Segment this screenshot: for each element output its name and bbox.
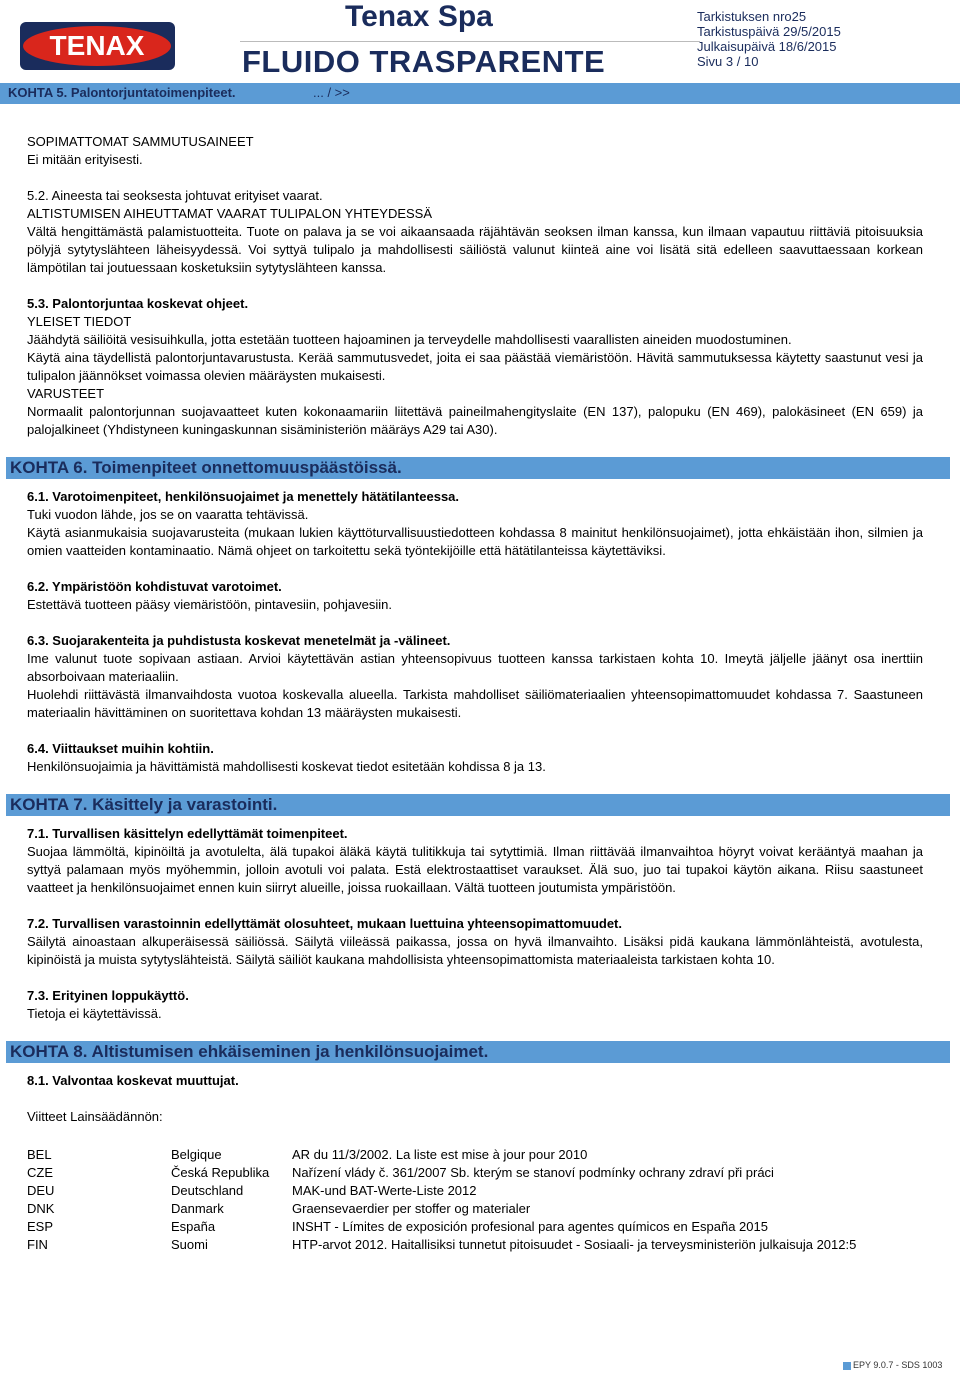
general-title: YLEISET TIEDOT (27, 314, 132, 329)
ref-code: FIN (27, 1237, 48, 1252)
s71-text: Suojaa lämmöltä, kipinöiltä ja avotulelta, älä tupakoi äläkä käytä tulitikkuja tai sytyttimiä. Ilman riittävää ilmanvaihtoa höyryt voivat kerääntyä maahan ja syttyä palamaan myös myöhemmin, jolloin avotuli voi palata. Estä elektrostaattiset varaukset. Älä suo, juo tai tupakoi käytön aikana. Riisu saastuneet vaatteet ja henkilönsuojaimet ennen kuin siirryt alueille, joissa ruokaillaan. Vältä tuotteen joutumista ympäristöön. (27, 844, 923, 895)
s62-title: 6.2. Ympäristöön kohdistuvat varotoimet. (27, 579, 282, 594)
product-name: FLUIDO TRASPARENTE (242, 44, 606, 79)
s63-title: 6.3. Suojarakenteita ja puhdistusta koskevat menetelmät ja -välineet. (27, 633, 451, 648)
breadcrumb-continuation: ... / >> (313, 85, 350, 100)
general-text-1: Jäähdytä säiliöitä vesisuihkulla, jotta estetään tuotteen hajoaminen ja terveydelle mahdollisesti vaarallisten aineiden muodostuminen. (27, 332, 792, 347)
table-row (27, 1146, 882, 1164)
s53-title: 5.3. Palontorjuntaa koskevat ohjeet. (27, 296, 249, 311)
refs-title: Viitteet Lainsäädännön: (27, 1109, 163, 1124)
ref-code: BEL (27, 1147, 52, 1162)
table-row (27, 1218, 882, 1236)
s71-title: 7.1. Turvallisen käsittelyn edellyttämät toimenpiteet. (27, 826, 348, 841)
ref-country: Suomi (171, 1237, 208, 1252)
ref-code: DEU (27, 1183, 55, 1198)
s62-text: Estettävä tuotteen pääsy viemäristöön, pintavesiin, pohjavesiin. (27, 597, 392, 612)
ref-text: Nařízení vlády č. 361/2007 Sb. kterým se stanoví podmínky ochrany zdraví při práci (292, 1165, 774, 1180)
ref-country: España (171, 1219, 216, 1234)
section-8-title: KOHTA 8. Altistumisen ehkäiseminen ja henkilönsuojaimet. (6, 1041, 950, 1063)
s52-title: 5.2. Aineesta tai seoksesta johtuvat erityiset vaarat. (27, 188, 323, 203)
s72-title: 7.2. Turvallisen varastoinnin edellyttämät olosuhteet, mukaan luettuina yhteensopimattomuudet. (27, 916, 622, 931)
ref-code: CZE (27, 1165, 53, 1180)
document-body (10, 133, 923, 1254)
section-7-title: KOHTA 7. Käsittely ja varastointi. (6, 794, 950, 816)
section-6-title: KOHTA 6. Toimenpiteet onnettomuuspäästöissä. (6, 457, 950, 479)
ref-country: Belgique (171, 1147, 222, 1162)
tenax-logo (20, 22, 175, 70)
equipment-text: Normaalit palontorjunnan suojavaatteet kuten kokonaamariin liitettävä paineilmahengityslaite (EN 137), palopuku (EN 469), palokäsineet (EN 659) ja palojalkineet (Yhdistyneen kuningaskunnan sisäministeriön määräys A29 tai A30). (27, 404, 923, 437)
ref-text: HTP-arvot 2012. Haitallisiksi tunnetut pitoisuudet - Sosiaali- ja terveysministeriön julkaisuja 2012:5 (292, 1237, 857, 1252)
unsuitable-text: Ei mitään erityisesti. (27, 152, 143, 167)
company-name: Tenax Spa (345, 0, 493, 33)
s52-text: Vältä hengittämästä palamistuotteita. Tuote on palava ja se voi aikaansaada räjähtävän seoksen ilman kanssa, kun ilmaan vapautuu riittäviä pitoisuuksia pölyjä sytytyslähteen läheisyydessä. Voi syttyä tulipalo ja mahdollisesti säiliöstä valunut kiinteä aine voi lisätä sitä edelleen saavuttaessaan korkean lämpötilan tai joutuessaan kosketuksiin sytytyslähteen kanssa. (27, 224, 923, 275)
publish-date: Julkaisupäivä 18/6/2015 (697, 39, 837, 54)
s73-title: 7.3. Erityinen loppukäyttö. (27, 988, 189, 1003)
s73-text: Tietoja ei käytettävissä. (27, 1006, 162, 1021)
ref-country: Deutschland (171, 1183, 244, 1198)
equipment-title: VARUSTEET (27, 386, 105, 401)
section-breadcrumb (0, 83, 960, 104)
logo-text: TENAX (49, 30, 145, 61)
table-row (27, 1164, 882, 1182)
s61-text-2: Käytä asianmukaisia suojavarusteita (mukaan lukien käyttöturvallisuustiedotteen kohdassa 8 mainitut henkilönsuojaimet), jotta ehkäistään ihon, silmien ja omien vaatteiden kontaminaatio. Nämä ohjeet on tarkoitettu sekä työntekijöille että hätätilanteissa käytettäviksi. (27, 525, 923, 558)
s64-text: Henkilönsuojaimia ja hävittämistä mahdollisesti koskevat tiedot esitetään kohdissa 8 ja 13. (27, 759, 546, 774)
ref-text: INSHT - Límites de exposición profesional para agentes químicos en España 2015 (292, 1219, 768, 1234)
s64-title: 6.4. Viittaukset muihin kohtiin. (27, 741, 214, 756)
ref-code: ESP (27, 1219, 54, 1234)
s63-text-1: Ime valunut tuote sopivaan astiaan. Arvioi käytettävän astian yhteensopivuus tuotteen kanssa tarkistaen kohta 10. Imeytä jäljelle jäänyt osa inerttiin absorboivaan materiaaliin. (27, 651, 923, 684)
document-meta (697, 9, 841, 69)
general-text-2: Käytä aina täydellistä palontorjuntavarustusta. Kerää sammutusvedet, joita ei saa päästää viemäristöön. Hävitä sammutuksessa käytetty saastunut vesi ja tulipalon jäännökset voimassa olevien määräysten mukaisesti. (27, 350, 923, 383)
legislation-table (27, 1146, 882, 1254)
table-row (27, 1236, 882, 1254)
ref-text: MAK-und BAT-Werte-Liste 2012 (292, 1183, 477, 1198)
ref-country: Česká Republika (171, 1165, 270, 1180)
footer-text: EPY 9.0.7 - SDS 1003 (853, 1360, 943, 1370)
epy-mark-icon (843, 1362, 851, 1370)
table-row (27, 1200, 882, 1218)
s81-title: 8.1. Valvontaa koskevat muuttujat. (27, 1073, 239, 1088)
unsuitable-title: SOPIMATTOMAT SAMMUTUSAINEET (27, 134, 254, 149)
ref-code: DNK (27, 1201, 55, 1216)
s52-subtitle: ALTISTUMISEN AIHEUTTAMAT VAARAT TULIPALON YHTEYDESSÄ (27, 206, 433, 221)
footer (843, 1360, 942, 1370)
s61-text-1: Tuki vuodon lähde, jos se on vaaratta tehtävissä. (27, 507, 309, 522)
header-divider (240, 41, 700, 42)
revision-number: Tarkistuksen nro25 (697, 9, 807, 24)
revision-date: Tarkistuspäivä 29/5/2015 (697, 24, 841, 39)
table-row (27, 1182, 882, 1200)
page-number: Sivu 3 / 10 (697, 54, 759, 69)
s72-text: Säilytä ainoastaan alkuperäisessä säiliössä. Säilytä viileässä paikassa, jossa on hyvä ilmanvaihto. Lisäksi pidä kaukana lämmönlähteistä, avotulesta, kipinöistä ja muista sytytyslähteistä. Säilytä säiliöt kaukana mahdollisista yhteensopimattomista materiaaleista tarkistaen kohta 10. (27, 934, 923, 967)
breadcrumb-section: KOHTA 5. Palontorjuntatoimenpiteet. (8, 85, 236, 100)
s63-text-2: Huolehdi riittävästä ilmanvaihdosta vuotoa koskevalla alueella. Tarkista mahdolliset säiliömateriaalien yhteensopimattomuudet kohdassa 7. Saastuneen materiaalin hävittäminen on suoritettava kohdan 13 määräysten mukaisesti. (27, 687, 923, 720)
ref-text: Graensevaerdier per stoffer og materialer (292, 1201, 531, 1216)
ref-text: AR du 11/3/2002. La liste est mise à jour pour 2010 (292, 1147, 588, 1162)
ref-country: Danmark (171, 1201, 224, 1216)
s61-title: 6.1. Varotoimenpiteet, henkilönsuojaimet ja menettely hätätilanteessa. (27, 489, 460, 504)
